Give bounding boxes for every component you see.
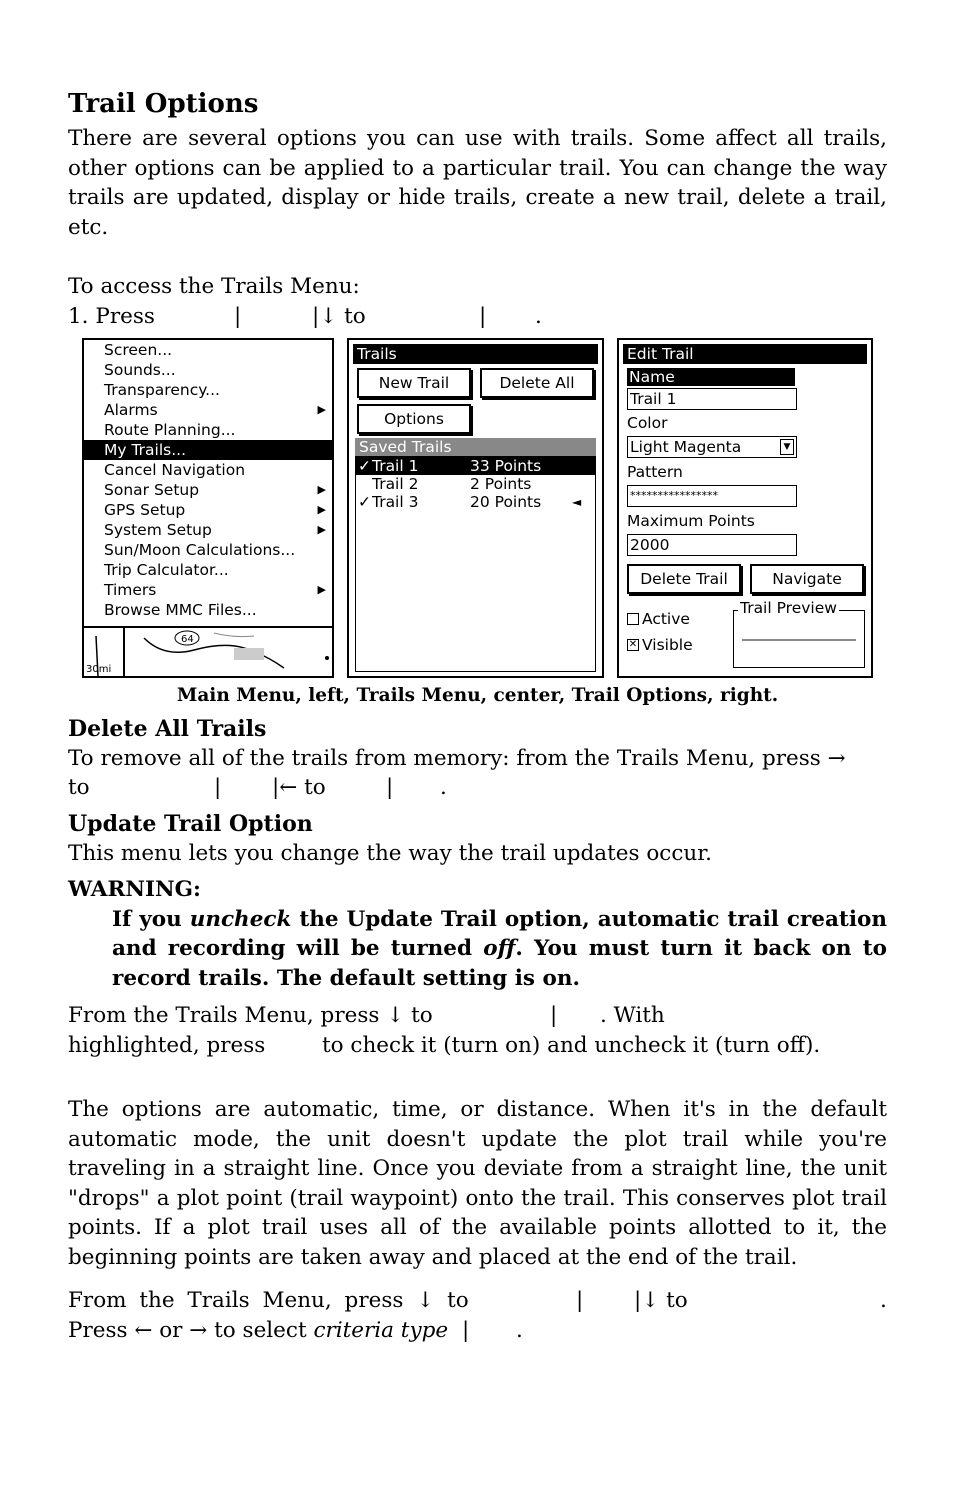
color-label: Color: [627, 413, 668, 432]
visible-check-icon[interactable]: ✕: [628, 639, 638, 650]
delete-all-line-2: [68, 773, 887, 805]
trail-points: 33 Points: [470, 456, 542, 475]
pointer-icon: ◄: [572, 494, 582, 509]
menu-item[interactable]: [84, 380, 332, 400]
final-instructions: From the Trails Menu, press ↓ to | |↓ to . Press ← or → to select criteria type | .: [68, 1288, 887, 1343]
figure-caption: Main Menu, left, Trails Menu, center, Trail Options, right.: [176, 684, 779, 706]
menu-item[interactable]: [84, 440, 332, 460]
trail-points: 20 Points: [470, 492, 542, 511]
menu-item[interactable]: [84, 520, 332, 540]
trail-preview-box: [733, 598, 865, 668]
active-checkbox[interactable]: [627, 610, 690, 628]
menu-item-label: Screen...: [104, 340, 173, 359]
max-points-label: Maximum Points: [627, 511, 755, 530]
menu-item-label: System Setup: [104, 520, 212, 539]
trail-name: Trail 2: [372, 474, 419, 493]
map-scale: 30mi: [86, 663, 112, 675]
step-1-end: .: [535, 303, 542, 329]
name-field[interactable]: Trail 1: [627, 388, 797, 410]
menu-item-label: Sun/Moon Calculations...: [104, 540, 296, 559]
update-instructions: From the Trails Menu, press ↓ to | . With highlighted, press to check it (turn on) and uncheck it (turn off).: [68, 1003, 821, 1058]
delete-all-line-1: To remove all of the trails from memory: from the Trails Menu, press →: [68, 745, 846, 771]
menu-item[interactable]: [84, 580, 332, 600]
map-graphic: [84, 628, 332, 676]
step-1-sep: |: [479, 303, 487, 329]
warning-text: If you uncheck the Update Trail option, automatic trail creation and recording will be turned off. You must turn it back on to record trails. The default setting is on.: [112, 906, 887, 991]
submenu-arrow-icon: ▶: [317, 522, 326, 536]
warning-label: WARNING:: [68, 876, 201, 902]
submenu-arrow-icon: ▶: [317, 502, 326, 516]
edit-trail-title: Edit Trail: [623, 344, 867, 364]
delete-trail-button[interactable]: Delete Trail: [627, 564, 741, 594]
map-strip: [84, 628, 332, 676]
menu-item-label: My Trails...: [104, 440, 187, 459]
delete-all-left: |← to: [272, 775, 326, 800]
trail-points: 2 Points: [470, 474, 532, 493]
menu-item-label: Trip Calculator...: [104, 560, 229, 579]
trails-screen: [347, 338, 604, 678]
trail-preview-label: Trail Preview: [740, 598, 837, 617]
delete-all-sep: |: [386, 775, 394, 800]
page-title: Trail Options: [68, 89, 259, 119]
step-1-prefix: 1. Press: [68, 303, 155, 329]
step-1: [68, 302, 887, 332]
menu-item-label: Sonar Setup: [104, 480, 200, 499]
menu-item[interactable]: [84, 400, 332, 420]
active-label: Active: [642, 609, 690, 628]
trail-row[interactable]: [356, 457, 595, 475]
submenu-arrow-icon: ▶: [317, 582, 326, 596]
saved-trails-list[interactable]: [355, 456, 596, 672]
menu-item[interactable]: [84, 600, 332, 620]
trail-name: Trail 3: [372, 492, 419, 511]
menu-item[interactable]: [84, 460, 332, 480]
visible-label: Visible: [642, 635, 693, 654]
submenu-arrow-icon: ▶: [317, 402, 326, 416]
dropdown-arrow-icon[interactable]: ▼: [780, 439, 794, 455]
name-label: Name: [627, 368, 795, 386]
submenu-arrow-icon: ▶: [317, 482, 326, 496]
step-1-sep: |: [234, 303, 242, 329]
color-value: Light Magenta: [630, 437, 742, 456]
menu-item-label: Route Planning...: [104, 420, 236, 439]
active-check-icon[interactable]: [627, 613, 639, 625]
pattern-field[interactable]: ****************: [627, 485, 797, 507]
map-road-label: 64: [181, 633, 194, 645]
delete-all-end: .: [440, 775, 447, 800]
delete-all-heading: Delete All Trails: [68, 715, 267, 742]
intro-paragraph: There are several options you can use with trails. Some affect all trails, other options can be applied to a particular trail. You can change the way trails are updated, display or hide trails, create a new trail, delete a trail, etc.: [68, 126, 887, 240]
update-text: This menu lets you change the way the trail updates occur.: [68, 841, 712, 866]
trails-title: Trails: [353, 344, 598, 364]
delete-all-button[interactable]: Delete All: [480, 368, 594, 398]
update-heading: Update Trail Option: [68, 811, 313, 837]
main-menu-screen: [82, 338, 334, 678]
check-icon: ✓: [358, 492, 371, 511]
step-1-sep: |↓ to: [312, 303, 366, 329]
main-menu: [84, 340, 332, 628]
max-points-field[interactable]: 2000: [627, 534, 797, 556]
menu-item-label: Browse MMC Files...: [104, 600, 257, 619]
menu-item-label: Cancel Navigation: [104, 460, 246, 479]
check-icon: ✓: [358, 456, 371, 475]
screenshots: [68, 338, 887, 680]
menu-item-label: GPS Setup: [104, 500, 186, 519]
saved-trails-header: Saved Trails: [355, 438, 596, 456]
menu-item[interactable]: [84, 340, 332, 360]
trail-preview-line: [742, 639, 856, 641]
pattern-label: Pattern: [627, 462, 683, 481]
menu-item[interactable]: [84, 560, 332, 580]
menu-item[interactable]: [84, 500, 332, 520]
menu-item-label: Sounds...: [104, 360, 176, 379]
trail-name: Trail 1: [372, 456, 419, 475]
trail-row[interactable]: [356, 493, 595, 511]
menu-item[interactable]: [84, 540, 332, 560]
delete-all-to: to: [68, 775, 90, 800]
color-select[interactable]: [627, 436, 797, 458]
options-paragraph: The options are automatic, time, or distance. When it's in the default automatic mode, the unit doesn't update the plot trail while you're traveling in a straight line. Once you deviate from a straight line, the unit "drops" a plot point (trail waypoint) onto the trail. This conserves plot trail points. If a plot trail uses all of the available points allotted to it, the beginning points are taken away and placed at the end of the trail.: [68, 1097, 887, 1270]
options-button[interactable]: Options: [357, 404, 471, 434]
edit-trail-screen: [617, 338, 873, 678]
menu-item-label: Alarms: [104, 400, 158, 419]
menu-item[interactable]: [84, 420, 332, 440]
menu-item[interactable]: [84, 360, 332, 380]
delete-all-sep: |: [214, 775, 222, 800]
menu-item[interactable]: [84, 480, 332, 500]
menu-item-label: Timers: [104, 580, 157, 599]
new-trail-button[interactable]: New Trail: [357, 368, 471, 398]
visible-checkbox[interactable]: [627, 636, 693, 654]
menu-item-label: Transparency...: [104, 380, 220, 399]
navigate-button[interactable]: Navigate: [750, 564, 864, 594]
access-text: To access the Trails Menu:: [68, 274, 360, 299]
trail-row[interactable]: [356, 475, 595, 493]
page: [68, 88, 887, 1346]
